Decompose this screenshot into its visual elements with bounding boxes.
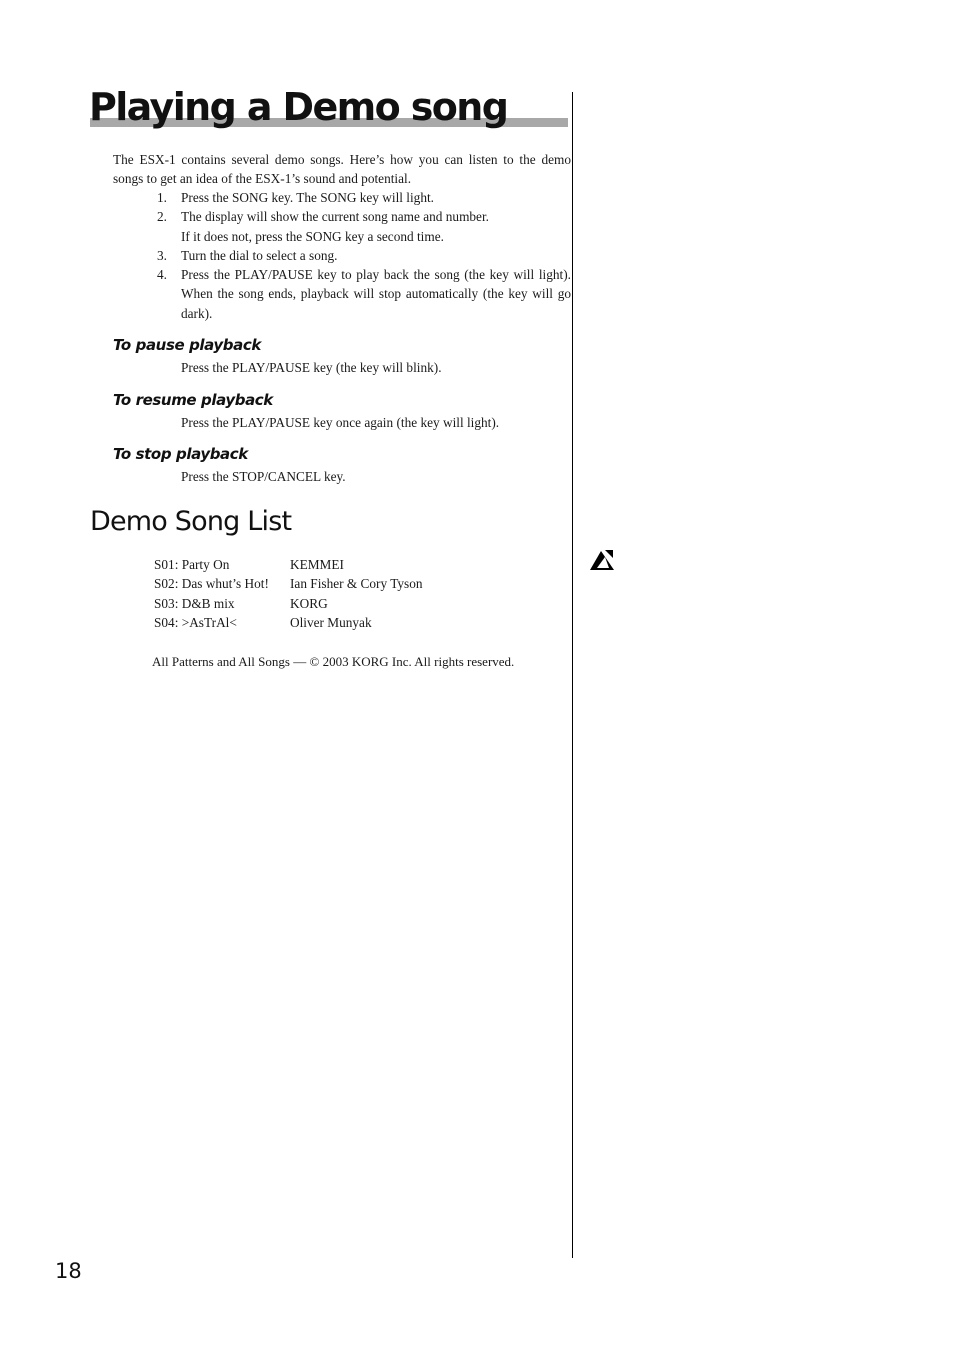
- step-text: Press the PLAY/PAUSE key to play back the song (the key will light). When the song ends, playback will stop automatically (the key will go dark).: [181, 267, 571, 321]
- pause-body: Press the PLAY/PAUSE key (the key will blink).: [181, 360, 442, 375]
- step-number: 1.: [157, 190, 167, 205]
- page-title: Playing a Demo song: [89, 85, 508, 129]
- demo-song-list-title: Demo Song List: [90, 506, 292, 537]
- song-artist: KEMMEI: [290, 557, 344, 572]
- pause-heading: To pause playback: [113, 336, 261, 354]
- page-number: 18: [55, 1259, 82, 1283]
- step-text: Press the SONG key. The SONG key will light.: [181, 190, 434, 205]
- song-name: S03: D&B mix: [154, 595, 235, 611]
- resume-heading: To resume playback: [113, 391, 273, 409]
- list-item: [113, 265, 571, 323]
- stop-body: Press the STOP/CANCEL key.: [181, 469, 346, 484]
- step-number: 4.: [157, 267, 167, 283]
- resume-body: Press the PLAY/PAUSE key once again (the key will light).: [181, 415, 500, 430]
- steps-list: [113, 188, 571, 323]
- list-item: [113, 246, 571, 265]
- intro-paragraph: The ESX-1 contains several demo songs. Here’s how you can listen to the demo songs to get an idea of the ESX-1’s sound and potential.: [113, 152, 571, 187]
- step-text: Turn the dial to select a song.: [181, 247, 338, 263]
- song-artist: Oliver Munyak: [290, 614, 372, 630]
- step-text: The display will show the current song name and number.: [181, 209, 489, 225]
- song-name: S01: Party On: [154, 557, 230, 572]
- list-item: [113, 207, 571, 246]
- song-artist: KORG: [290, 595, 328, 611]
- table-row: [150, 594, 427, 613]
- table-row: [150, 555, 427, 574]
- column-divider: [572, 92, 573, 1258]
- korg-note-icon: [589, 548, 615, 572]
- copyright-notice: All Patterns and All Songs — © 2003 KORG Inc. All rights reserved.: [152, 654, 515, 669]
- song-name: S04: >AsTrAl<: [154, 614, 237, 630]
- step-number: 2.: [157, 209, 167, 225]
- table-row: [150, 613, 427, 632]
- demo-song-table: [150, 555, 427, 632]
- song-name: S02: Das whut’s Hot!: [154, 576, 269, 592]
- stop-heading: To stop playback: [113, 445, 248, 463]
- step-number: 3.: [157, 247, 167, 263]
- step-text: If it does not, press the SONG key a second time.: [181, 228, 444, 244]
- list-item: [113, 188, 571, 207]
- table-row: [150, 574, 427, 593]
- song-artist: Ian Fisher & Cory Tyson: [290, 576, 423, 592]
